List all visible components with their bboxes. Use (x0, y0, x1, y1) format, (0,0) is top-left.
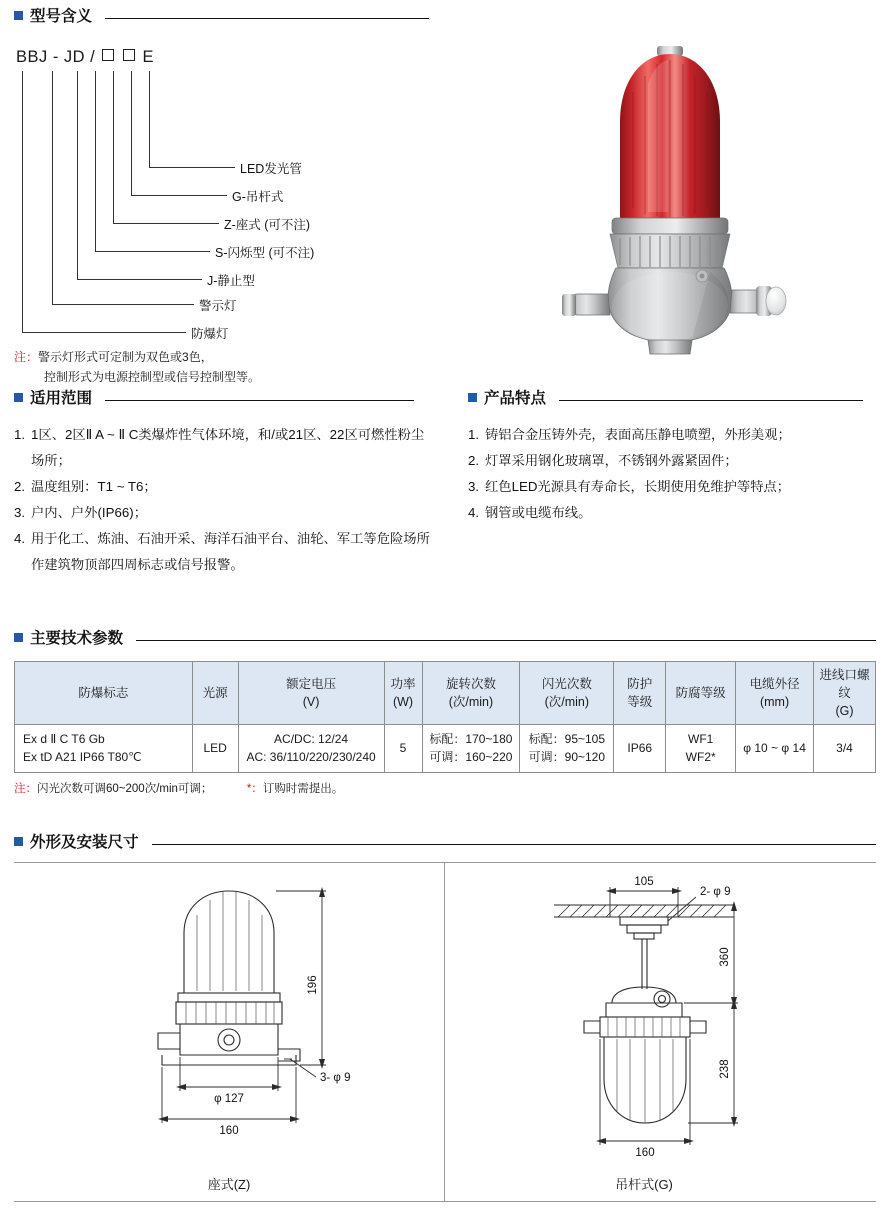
table-row (15, 725, 876, 773)
section-heading-feature (468, 386, 863, 412)
scope-item-0: 1区、2区Ⅱ A ~ Ⅱ C类爆炸性气体环境，和/或21区、22区可燃性粉尘场所； (31, 427, 425, 468)
th-ip (614, 662, 666, 725)
heading-rule (105, 18, 429, 19)
list-item (14, 422, 434, 474)
model-code-box-2 (123, 49, 135, 61)
bullet-square-icon (468, 393, 477, 402)
section-title-model: 型号含义 (30, 8, 93, 25)
th-main: 防腐等级 (675, 686, 726, 701)
spec-table (14, 661, 876, 773)
section-heading-scope (14, 386, 414, 412)
td-cable-od: φ 10 ~ φ 14 (736, 725, 814, 773)
model-leader-diagram (14, 71, 444, 341)
leader-vline-5 (77, 71, 78, 279)
model-label-0: LED发光管 (240, 162, 302, 176)
dim-right-plate-width: 105 (634, 876, 654, 888)
dim-left-diameter: φ 127 (214, 1093, 244, 1105)
model-label-1: G-吊杆式 (232, 190, 284, 204)
th-main: 闪光次数 (541, 677, 592, 692)
section-dimensions (14, 830, 876, 1202)
list-index: 4. (14, 530, 26, 546)
th-corrosion (666, 662, 736, 725)
td-light-source: LED (192, 725, 238, 773)
leader-hline-7 (22, 332, 186, 333)
section-title-feature: 产品特点 (484, 390, 547, 407)
th-thread (814, 662, 876, 725)
th-sub: (次/min) (544, 695, 590, 710)
model-label-2: Z-座式 (可不注) (224, 218, 311, 232)
dim-left-height: 196 (307, 975, 319, 995)
list-item (14, 500, 434, 526)
leader-vline-4 (95, 71, 96, 251)
th-main: 进线口螺纹 (819, 668, 870, 701)
flash-line-2: 可调：90~120 (528, 749, 606, 764)
table-note (14, 780, 876, 796)
th-main: 旋转次数 (445, 677, 496, 692)
table-note-tag: 注： (14, 783, 37, 796)
td-voltage (238, 725, 384, 773)
th-sub: (mm) (759, 695, 790, 710)
feature-item-2: 红色LED光源具有寿命长，长期使用免维护等特点； (485, 478, 791, 494)
heading-rule (136, 640, 876, 641)
voltage-line-1: AC/DC: 12/24 (274, 732, 349, 747)
list-index: 3. (468, 478, 480, 494)
corrosion-line-1: WF1 (688, 732, 714, 747)
product-photo-svg (470, 22, 870, 362)
model-code-box-1 (102, 49, 114, 61)
dim-left-base-width: 160 (219, 1125, 239, 1137)
th-power (384, 662, 422, 725)
leader-hline-5 (77, 279, 202, 280)
leader-hline-3 (113, 223, 219, 224)
list-index: 4. (468, 504, 480, 520)
model-label-6: 防爆灯 (191, 327, 229, 341)
th-light-source (192, 662, 238, 725)
scope-item-1: 温度组别：T1 ~ T6； (31, 478, 157, 494)
section-heading-model (14, 4, 429, 30)
th-voltage (238, 662, 384, 725)
td-power: 5 (384, 725, 422, 773)
dim-right-plate-holes: 2- φ 9 (700, 886, 731, 898)
section-title-param: 主要技术参数 (30, 630, 124, 647)
list-item (14, 474, 434, 500)
th-main: 功率 (390, 677, 416, 692)
section-parameters (14, 626, 876, 796)
feature-item-3: 钢管或电缆布线。 (485, 504, 592, 520)
section-heading-param (14, 626, 876, 652)
dim-right-body-height: 238 (719, 1059, 731, 1079)
leader-vline-7 (22, 71, 23, 332)
voltage-line-2: AC: 36/110/220/230/240 (246, 749, 376, 764)
rotation-line-2: 可调：160~220 (429, 749, 513, 764)
feature-item-0: 铸铝合金压铸外壳，表面高压静电喷塑，外形美观； (485, 427, 791, 442)
drawing-pendant-mount (484, 873, 874, 1173)
model-note-line1: 警示灯形式可定制为双色或3色， (38, 350, 213, 364)
leader-vline-1 (149, 71, 150, 167)
th-sub: (V) (302, 695, 320, 710)
model-code-suffix: E (142, 48, 155, 66)
list-index: 2. (14, 478, 26, 494)
td-corrosion (666, 725, 736, 773)
th-main: 防护 (627, 677, 653, 692)
caption-base-mount: 座式(Z) (207, 1177, 251, 1192)
flash-line-1: 标配：95~105 (528, 732, 606, 747)
section-model-meaning (14, 4, 444, 388)
dim-right-base-width: 160 (635, 1147, 655, 1159)
section-title-scope: 适用范围 (30, 390, 93, 407)
table-note-star: *： (246, 783, 263, 796)
leader-vline-3 (113, 71, 114, 223)
th-sub: (次/min) (448, 695, 494, 710)
th-main: 电缆外径 (749, 677, 800, 692)
leader-vline-2 (131, 71, 132, 195)
section-heading-dim (14, 830, 876, 856)
td-thread: 3/4 (814, 725, 876, 773)
leader-vline-6 (52, 71, 53, 304)
th-rotation (422, 662, 520, 725)
section-scope (14, 386, 434, 578)
leader-hline-2 (131, 195, 227, 196)
table-header-row (15, 662, 876, 725)
section-title-dim: 外形及安装尺寸 (30, 834, 139, 851)
list-item (468, 448, 878, 474)
td-explosion-mark (15, 725, 193, 773)
list-item (14, 526, 434, 578)
list-index: 1. (468, 427, 480, 442)
th-cable-od (736, 662, 814, 725)
th-sub: (G) (835, 704, 854, 719)
bullet-square-icon (14, 837, 23, 846)
mark-line-2: Ex tD A21 IP66 T80℃ (23, 749, 142, 764)
bullet-square-icon (14, 11, 23, 20)
td-ip: IP66 (614, 725, 666, 773)
product-photo-warning-light (470, 22, 870, 362)
th-flash (520, 662, 614, 725)
bullet-square-icon (14, 633, 23, 642)
th-explosion-mark (15, 662, 193, 725)
drawing-base-mount (54, 873, 434, 1173)
th-main: 光源 (202, 686, 228, 701)
th-sub: (W) (392, 695, 414, 710)
leader-hline-1 (149, 167, 235, 168)
heading-rule (105, 400, 414, 401)
table-note-text: 闪光次数可调60~200次/min可调； (37, 783, 213, 796)
section-features (468, 386, 878, 526)
leader-hline-6 (52, 304, 194, 305)
th-main: 额定电压 (286, 677, 337, 692)
feature-item-1: 灯罩采用钢化玻璃罩，不锈钢外露紧固件； (485, 452, 738, 468)
model-label-4: J-静止型 (207, 274, 255, 288)
td-rotation (422, 725, 520, 773)
list-index: 1. (14, 427, 26, 442)
model-note (14, 347, 444, 388)
caption-pendant-mount: 吊杆式(G) (615, 1177, 673, 1192)
dimension-drawings (14, 862, 876, 1202)
list-index: 2. (468, 452, 480, 468)
mark-line-1: Ex d Ⅱ C T6 Gb (23, 732, 105, 747)
drawing-divider (444, 863, 445, 1201)
model-note-tag: 注： (14, 350, 39, 364)
model-label-5: 警示灯 (199, 299, 237, 313)
th-sub: 等级 (627, 695, 653, 710)
td-flash (520, 725, 614, 773)
scope-item-2: 户内、户外(IP66)； (31, 504, 147, 520)
model-code-prefix: BBJ - JD / (16, 48, 96, 66)
model-label-3: S-闪烁型 (可不注) (215, 246, 315, 260)
list-index: 3. (14, 504, 26, 520)
th-main: 防爆标志 (78, 686, 129, 701)
rotation-line-1: 标配：170~180 (429, 732, 513, 747)
list-item (468, 474, 878, 500)
bullet-square-icon (14, 393, 23, 402)
scope-item-3: 用于化工、炼油、石油开采、海洋石油平台、油轮、军工等危险场所作建筑物顶部四周标志或信号报警。 (31, 530, 430, 572)
list-item (468, 422, 878, 448)
list-item (468, 500, 878, 526)
dim-left-holes: 3- φ 9 (320, 1072, 351, 1084)
table-note-star-text: 订购时需提出。 (262, 783, 344, 796)
heading-rule (152, 844, 876, 845)
heading-rule (559, 400, 863, 401)
model-note-line2: 控制形式为电源控制型或信号控制型等。 (44, 370, 261, 385)
dim-right-total-height: 360 (719, 947, 731, 967)
scope-list (14, 422, 434, 578)
leader-hline-4 (95, 251, 210, 252)
model-code (16, 48, 444, 67)
corrosion-line-2: WF2* (685, 749, 716, 764)
feature-list (468, 422, 878, 526)
